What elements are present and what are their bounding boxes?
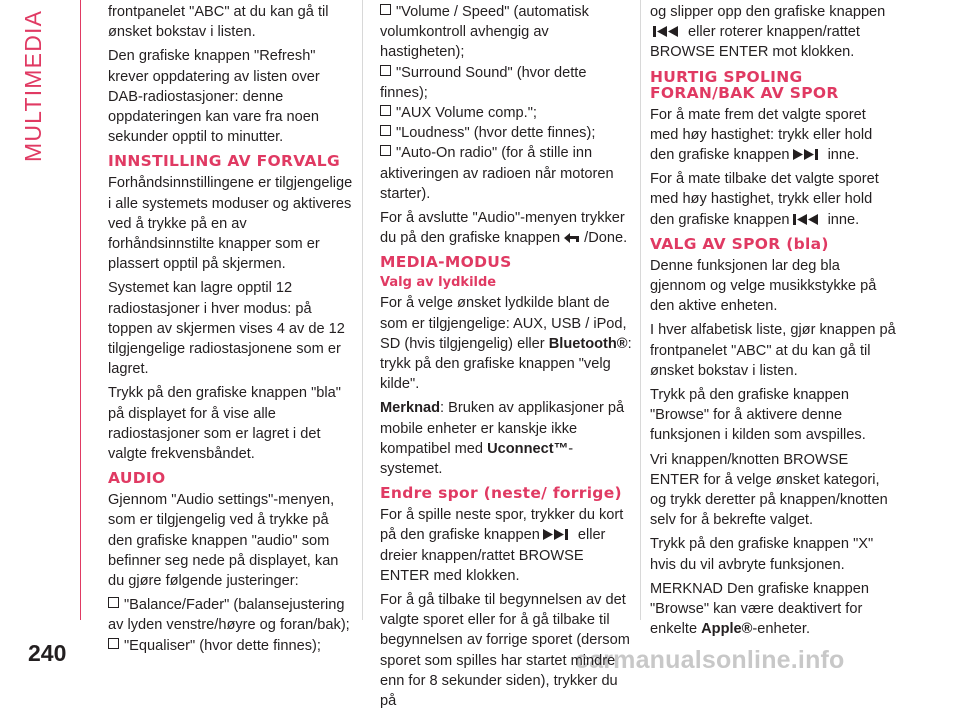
list-item-text: "Surround Sound" (hvor dette finnes); [380,64,587,101]
text: MERKNAD Den grafiske knappen "Browse" kan være deaktivert for enkelte [650,580,870,638]
paragraph: Denne funksjonen lar deg bla gjennom og velge musikkstykke på den aktive enheten. [650,257,877,315]
section-heading-audio: AUDIO [108,469,166,488]
text: inne. [827,211,860,228]
text: For å spille neste spor, trykker du kort på den grafiske knappen [380,507,624,544]
checkbox-bullet-icon [380,105,391,116]
checkbox-bullet-icon [380,125,391,136]
list-item-text: "Auto-On radio" (for å stille inn aktiveringen av radioen når motoren starter). [380,145,614,202]
text: : Bruken av applikasjoner på mobile enheter er kanskje ikke kompatibel med [380,400,625,457]
text: For å velge ønsket lydkilde blant de som er tilgjengelige: AUX, USB / iPod, SD (hvis tilgjengelig) eller [380,295,627,352]
text: For å avslutte "Audio"-menyen trykker du på den grafiske knappen [380,210,625,247]
list-item [108,595,356,635]
previous-track-icon [652,25,686,38]
text-bold: Apple® [701,621,753,638]
paragraph [380,398,632,479]
checkbox-bullet-icon [108,597,119,608]
list-item-text: "AUX Volume comp."; [396,105,537,122]
text: -enheter. [752,621,811,638]
paragraph: Systemet kan lagre opptil 12 radiostasjoner i hver modus: på toppen av skjermen vises 4 av de 12 tilgjengelige radiostasjonene som er lagret. [108,280,345,378]
paragraph [650,579,896,640]
watermark: carmanualsonline.info [575,646,845,674]
section-heading-innstilling: INNSTILLING AV FORVALG [108,152,341,171]
text: inne. [827,147,860,164]
section-heading-media: MEDIA-MODUS [380,253,512,272]
text-bold: Merknad [380,400,441,417]
paragraph [650,169,896,230]
column-1 [108,2,356,656]
list-item-text: "Loudness" (hvor dette finnes); [396,125,596,142]
text: -systemet. [380,440,574,478]
paragraph: Vri knappen/knotten BROWSE ENTER for å velge ønsket kategori, og trykk deretter på knappen/knotten selv for å bekrefte valget. [650,451,888,529]
paragraph [380,505,632,586]
section-label-text: MULTIMEDIA [20,9,46,162]
text: : trykk på den grafiske knappen "velg kilde". [380,335,632,393]
next-track-icon [542,528,576,541]
paragraph [380,208,632,248]
checkbox-bullet-icon [108,638,119,649]
previous-track-icon [792,213,826,226]
page-number: 240 [28,640,67,666]
column-divider [640,0,641,620]
paragraph: frontpanelet "ABC" at du kan gå til ønsket bokstav i listen. [108,4,329,41]
paragraph: Forhåndsinnstillingene er tilgjengelige i alle systemets moduser og aktiveres ved å trykke på en av forhåndsinnstilte knapper som er plassert opptil på skjermen. [108,175,353,273]
back-arrow-icon [562,231,582,244]
list-item-text: "Equaliser" (hvor dette finnes); [124,637,321,654]
checkbox-bullet-icon [380,65,391,76]
column-3 [650,2,896,643]
text: For å mate tilbake det valgte sporet med høy hastighet, trykk eller hold den grafiske knappen [650,171,879,228]
subheading-valg: Valg av lydkilde [380,275,497,291]
list-item [380,2,632,63]
text: eller roterer knappen/rattet BROWSE ENTER mot klokken. [650,24,860,61]
column-2 [380,2,632,715]
paragraph [650,2,896,63]
text: eller dreier knappen/rattet BROWSE ENTER med klokken. [380,527,606,584]
paragraph: Gjennom "Audio settings"-menyen, som er tilgjengelig ved å trykke på den grafiske knappen "audio" som befinner seg nede på displayet, kan du gjøre følgende justeringer: [108,492,339,590]
column-divider [362,0,363,620]
list-item [380,103,632,123]
text-bold: Uconnect™ [487,440,569,457]
section-heading-endre: Endre spor (neste/ forrige) [380,484,622,503]
paragraph [380,293,632,394]
section-heading-bla: VALG AV SPOR (bla) [650,234,829,253]
paragraph: For å gå tilbake til begynnelsen av det valgte sporet eller for å gå tilbake til begynnelsen av forrige sporet (dersom sporet som spilles har startet mindre enn for 8 sekunder siden), trykker du på [380,592,630,710]
paragraph: Trykk på den grafiske knappen "Browse" for å aktivere denne funksjonen i kilden som avspilles. [650,387,866,444]
paragraph: I hver alfabetisk liste, gjør knappen på frontpanelet "ABC" at du kan gå til ønsket bokstav i listen. [650,322,896,379]
list-item [380,63,632,103]
section-heading-hurtig: HURTIG SPOLING FORAN/BAK AV SPOR [650,67,839,102]
list-item [380,123,632,143]
text: og slipper opp den grafiske knappen [650,4,886,20]
side-rule [80,0,81,620]
paragraph: Den grafiske knappen "Refresh" krever oppdatering av listen over DAB-radiostasjoner: denne oppdateringen kan vare fra noen sekunder opptil to minutter. [108,48,320,146]
text: /Done. [584,230,628,247]
list-item [108,636,356,656]
text-bold: Bluetooth® [548,335,628,352]
list-item-text: "Balance/Fader" (balansejustering av lyden venstre/høyre og foran/bak); [108,597,350,634]
paragraph: Trykk på den grafiske knappen "X" hvis du vil avbryte funksjonen. [650,536,874,573]
list-item-text: "Volume / Speed" (automatisk volumkontroll avhengig av hastigheten); [380,4,589,61]
text: For å mate frem det valgte sporet med høy hastighet: trykk eller hold den grafiske knappen [650,106,873,164]
paragraph [650,105,896,166]
checkbox-bullet-icon [380,4,391,15]
list-item [380,143,632,204]
next-track-icon [792,148,826,161]
paragraph: Trykk på den grafiske knappen "bla" på displayet for å vise alle radiostasjoner som er lagret i det valgte frekvensbåndet. [108,385,341,463]
checkbox-bullet-icon [380,145,391,156]
